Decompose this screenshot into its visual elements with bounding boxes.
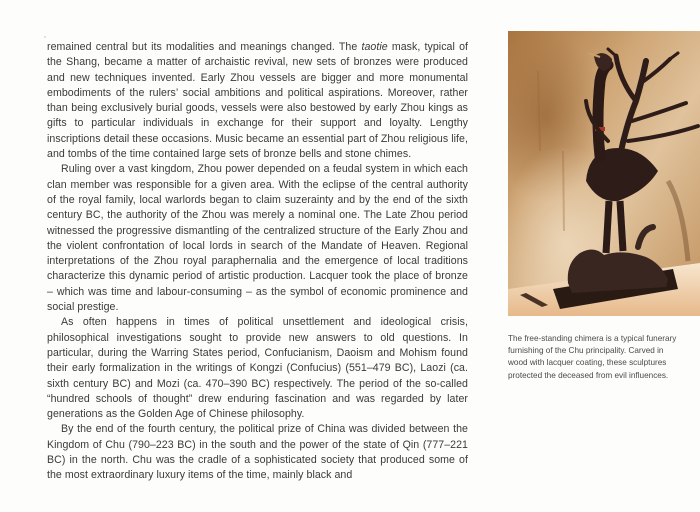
paragraph-2 (47, 162, 468, 315)
paragraph-1 (47, 40, 468, 162)
term-taotie: taotie (361, 41, 388, 53)
figure-caption: The free-standing chimera is a typical funerary furnishing of the Chu principality. Carved in wood with lacquer coating, these sculptures protected the deceased from evil influences. (508, 334, 677, 380)
paragraph-1-seg-0: remained central but its modalities and meanings changed. The (47, 41, 362, 53)
chimera-photo (508, 31, 700, 316)
paragraph-4-text: By the end of the fourth century, the political prize of China was divided between the Kingdom of Chu (790–223 BC) in the south and the power of the state of Qin (777–221 BC) in the north. Chu was the cradle of a sophisticated society that produced some of the most extraordinary luxury items of the time, mainly black and (47, 423, 468, 482)
body-text-column (47, 40, 468, 484)
paragraph-3-text: As often happens in times of political unsettlement and ideological crisis, philosophical investigations sought to provide new answers to old questions. In particular, during the Warring States period, Confucianism, Daoism and Mohism found their early formalization in the writings of Kongzi (Confucius) (551–479 BC), Laozi (ca. sixth century BC) and Mozi (ca. 470–390 BC) respectively. The period of the so-called “hundred schools of thought” drew enduring fascination and was regarded by later generations as the Golden Age of Chinese philosophy. (47, 316, 468, 421)
chimera-sculpture-illustration (508, 31, 700, 316)
paragraph-4 (47, 422, 468, 483)
scan-speck (44, 36, 46, 38)
paragraph-3 (47, 315, 468, 422)
paragraph-2-text: Ruling over a vast kingdom, Zhou power depended on a feudal system in which each clan member was responsible for a given area. With the eclipse of the central authority of the royal family, local warlords began to claim suzerainty and by the end of the sixth century BC, the authority of the Zhou was merely a nominal one. The Late Zhou period witnessed the progressive dismantling of the centralized structure of the Early Zhou and the violent confrontation of local lords in search of the Mandate of Heaven. Regional interpretations of the Zhou royal paraphernalia and the emergence of local traditions characterize this dynamic period of artistic production. Lacquer took the place of bronze – which was time and labour-consuming – as the symbol of economic prominence and social prestige. (47, 163, 468, 314)
paragraph-1-seg-2: mask, typical of the Shang, became a matter of archaistic revival, new sets of bronzes were produced and new techniques invented. Early Zhou vessels are bigger and more monumental embodiments of the rulers’ social ambitions and political aspirations. Moreover, rather than being exclusively burial goods, vessels were also bestowed by early Zhou kings as gifts to particular individuals in exchange for their support and loyalty. Lengthy inscriptions detail these occasions. Music became an essential part of Zhou religious life, and tombs of the time contained large sets of bronze bells and stone chimes. (47, 41, 469, 161)
